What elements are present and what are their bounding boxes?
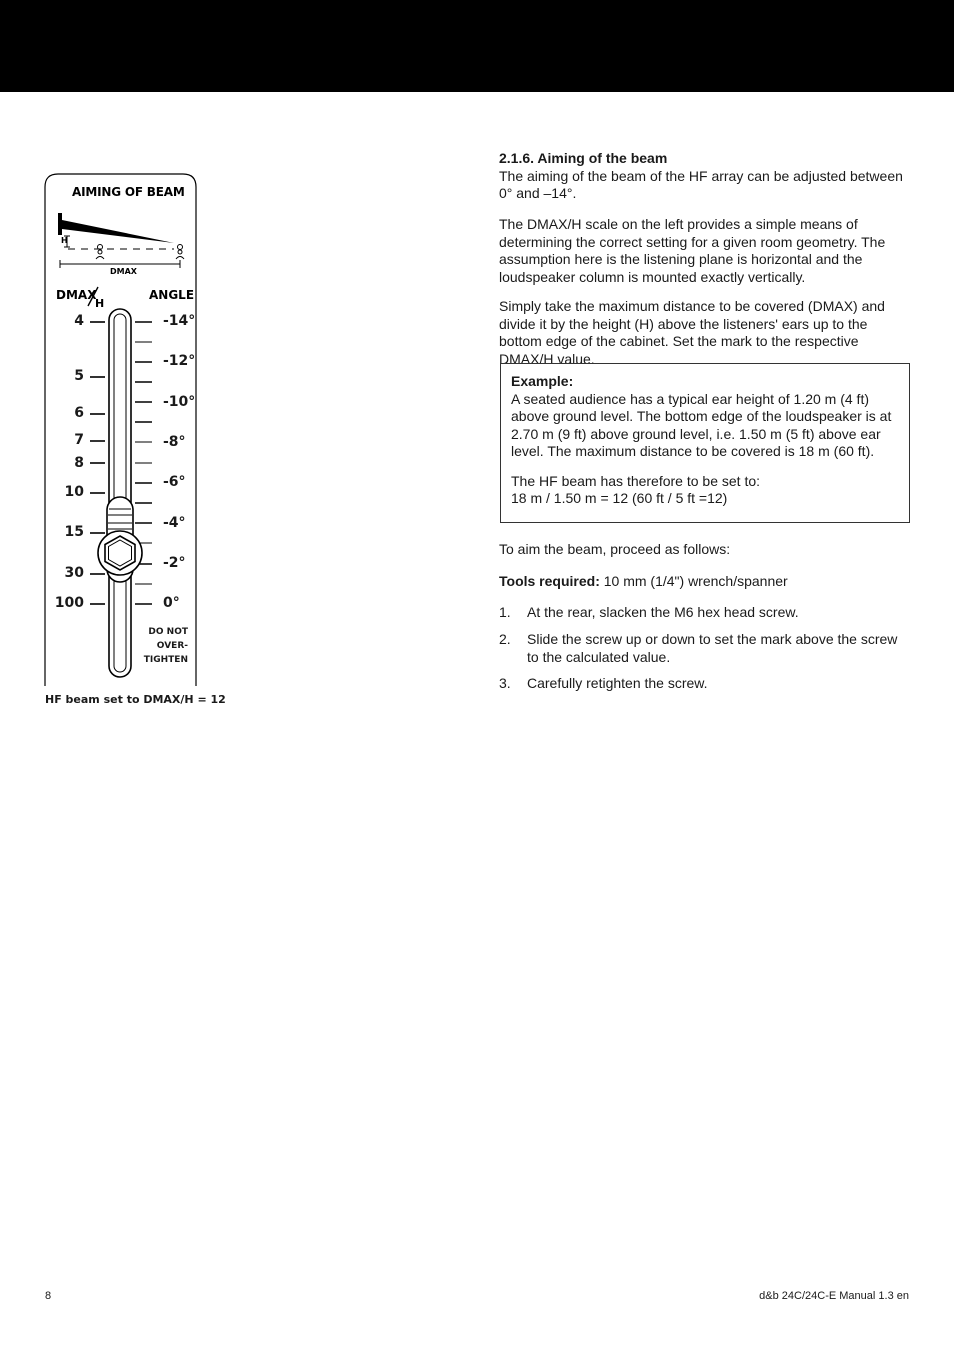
example-result-label: The HF beam has therefore to be set to: [511,472,761,489]
speaker-column-icon [58,213,62,235]
dmax-label: 6 [74,405,84,421]
example-title: Example: [511,373,574,389]
list-item: 2. Slide the screw up or down to set the mark above the screw to the calculated value. [499,631,898,665]
dmax-label: 15 [64,524,84,540]
procedure-intro: To aim the beam, proceed as follows: [499,541,731,557]
height-label: H [61,236,68,245]
angle-label: -8° [163,434,186,450]
dmax-label: 5 [74,368,84,384]
dmax-label: 100 [54,595,84,611]
tighten-warning: DO NOT OVER- TIGHTEN [143,627,188,665]
dmax-label: 10 [64,484,84,500]
angle-label: -12° [163,353,196,369]
list-item: 1. At the rear, slacken the M6 hex head screw. [499,604,799,620]
figure-caption: HF beam set to DMAX/H = 12 [45,693,226,706]
angle-label: -14° [163,313,196,329]
example-box [500,363,910,523]
dmax-label: 7 [74,432,84,448]
list-item: 3. Carefully retighten the screw. [499,675,708,691]
tools-value: 10 mm (1/4") wrench/spanner [599,573,788,589]
paragraph: The aiming of the beam of the HF array can be adjusted between 0° and –14°. [499,167,903,201]
dmax-label: 30 [64,565,84,581]
angle-label: -2° [163,555,186,571]
manual-name: d&b 24C/24C-E Manual 1.3 en [759,1290,909,1302]
beam-icon [62,220,174,243]
angle-label: -10° [163,394,196,410]
paragraph: Simply take the maximum distance to be covered (DMAX) and divide it by the height (H) above the listeners' ears up to the bottom edge of the cabinet. Set the mark to the respective DMAX/H value. [499,298,885,367]
tools-label: Tools required: [499,573,600,589]
angle-label: -6° [163,474,186,490]
section-body [499,150,911,203]
listener-far-icon [178,245,183,250]
aiming-scale-figure [44,173,197,686]
adjustment-slot [109,309,131,677]
example-result: 18 m / 1.50 m = 12 (60 ft / 5 ft =12) [511,490,728,506]
example-text: A seated audience has a typical ear height of 1.20 m (4 ft) above ground level. The bottom edge of the loudspeaker is at 2.70 m (9 ft) above ground level, i.e. 1.50 m (5 ft) above ear level. The maximum distance to be covered is 18 m (60 ft). [511,390,892,459]
angle-label: -4° [163,515,186,531]
paragraph: The DMAX/H scale on the left provides a simple means of determining the correct setting for a given room geometry. The assumption here is the listening plane is horizontal and the loudspeaker column is mounted exactly vertically. [499,216,886,285]
figure-title: AIMING OF BEAM [72,185,185,199]
hex-screw-icon [98,497,142,582]
page-number: 8 [45,1290,52,1302]
section-heading: 2.1.6. Aiming of the beam [499,150,668,166]
dmax-scale-header-h: H [95,297,105,310]
header-bar [0,0,954,92]
angle-label: 0° [163,595,180,611]
angle-scale-header: ANGLE [149,288,195,302]
dmax-label: 4 [74,313,84,329]
dmax-scale-header: DMAX [56,288,97,302]
dmax-label: 8 [74,455,84,471]
distance-label: DMAX [110,267,137,276]
tools-required [499,573,911,591]
